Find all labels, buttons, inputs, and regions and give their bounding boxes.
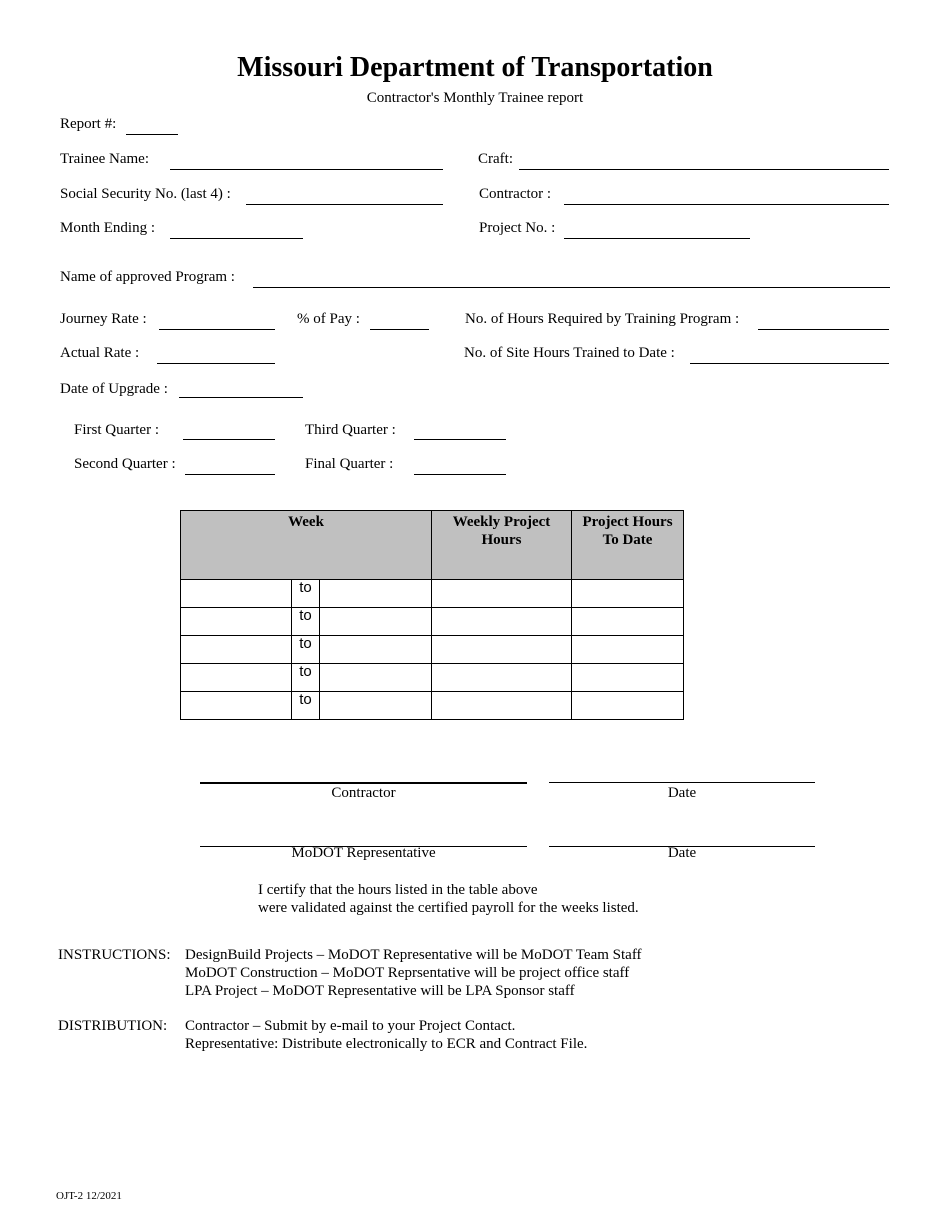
hours-required-field[interactable] xyxy=(758,329,889,330)
instructions-label: INSTRUCTIONS: xyxy=(58,947,171,963)
col-hours-to-date-header xyxy=(572,511,684,580)
certify-line-1: I certify that the hours listed in the table above xyxy=(258,882,538,898)
week-end-cell[interactable] xyxy=(320,608,432,636)
contractor-date-label: Date xyxy=(667,785,697,801)
week-start-cell[interactable] xyxy=(181,692,292,720)
journey-rate-field[interactable] xyxy=(159,329,275,330)
table-row xyxy=(181,580,684,608)
contractor-signature-line[interactable] xyxy=(200,782,527,784)
first-quarter-label: First Quarter : xyxy=(74,422,159,438)
journey-rate-label: Journey Rate : xyxy=(60,311,147,327)
week-to-text: to xyxy=(292,608,320,636)
contractor-date-line[interactable] xyxy=(549,782,815,783)
third-quarter-field[interactable] xyxy=(414,439,506,440)
week-end-cell[interactable] xyxy=(320,580,432,608)
project-no-label: Project No. : xyxy=(479,220,556,236)
table-row xyxy=(181,664,684,692)
week-end-cell[interactable] xyxy=(320,636,432,664)
trainee-name-field[interactable] xyxy=(170,169,443,170)
week-to-text: to xyxy=(292,664,320,692)
page-title: Missouri Department of Transportation xyxy=(237,52,713,83)
project-no-field[interactable] xyxy=(564,238,750,239)
hours-to-date-cell[interactable] xyxy=(572,664,684,692)
table-row xyxy=(181,636,684,664)
weekly-hours-cell[interactable] xyxy=(432,608,572,636)
week-start-cell[interactable] xyxy=(181,664,292,692)
week-start-cell[interactable] xyxy=(181,636,292,664)
table-row xyxy=(181,608,684,636)
report-no-label: Report #: xyxy=(60,116,117,132)
weekly-hours-table xyxy=(180,510,684,720)
contractor-label: Contractor : xyxy=(479,186,552,202)
instructions-line-2: MoDOT Construction – MoDOT Reprsentative will be project office staff xyxy=(185,965,630,981)
instructions-line-1: DesignBuild Projects – MoDOT Representative will be MoDOT Team Staff xyxy=(185,947,642,963)
contractor-field[interactable] xyxy=(564,204,889,205)
first-quarter-field[interactable] xyxy=(183,439,275,440)
month-ending-label: Month Ending : xyxy=(60,220,156,236)
col-weekly-hours-text: Weekly Project Hours xyxy=(452,514,551,548)
week-end-cell[interactable] xyxy=(320,664,432,692)
site-hours-field[interactable] xyxy=(690,363,889,364)
certify-line-2: were validated against the certified payroll for the weeks listed. xyxy=(258,900,639,916)
week-start-cell[interactable] xyxy=(181,608,292,636)
table-header-row xyxy=(181,511,684,580)
pct-pay-label: % of Pay : xyxy=(297,311,360,327)
hours-to-date-cell[interactable] xyxy=(572,636,684,664)
instructions-line-3: LPA Project – MoDOT Representative will be LPA Sponsor staff xyxy=(185,983,575,999)
form-id: OJT-2 12/2021 xyxy=(56,1190,122,1202)
ssn-field[interactable] xyxy=(246,204,443,205)
program-label: Name of approved Program : xyxy=(60,269,235,285)
ssn-label: Social Security No. (last 4) : xyxy=(60,186,231,202)
hours-required-label: No. of Hours Required by Training Program : xyxy=(465,311,740,327)
second-quarter-field[interactable] xyxy=(185,474,275,475)
modot-rep-date-label: Date xyxy=(667,845,697,861)
craft-field[interactable] xyxy=(519,169,889,170)
col-weekly-hours-header xyxy=(432,511,572,580)
distribution-label: DISTRIBUTION: xyxy=(58,1018,168,1034)
upgrade-date-label: Date of Upgrade : xyxy=(60,381,168,397)
week-to-text: to xyxy=(292,636,320,664)
final-quarter-field[interactable] xyxy=(414,474,506,475)
week-start-cell[interactable] xyxy=(181,580,292,608)
col-week-header: Week xyxy=(181,511,432,580)
actual-rate-field[interactable] xyxy=(157,363,275,364)
distribution-line-2: Representative: Distribute electronically to ECR and Contract File. xyxy=(185,1036,588,1052)
upgrade-date-field[interactable] xyxy=(179,397,303,398)
program-field[interactable] xyxy=(253,287,890,288)
hours-to-date-cell[interactable] xyxy=(572,580,684,608)
pct-pay-field[interactable] xyxy=(370,329,429,330)
modot-rep-signature-label: MoDOT Representative xyxy=(291,845,436,861)
hours-to-date-cell[interactable] xyxy=(572,608,684,636)
weekly-hours-cell[interactable] xyxy=(432,636,572,664)
col-hours-to-date-text: Project Hours To Date xyxy=(582,514,673,548)
second-quarter-label: Second Quarter : xyxy=(74,456,176,472)
weekly-hours-cell[interactable] xyxy=(432,664,572,692)
month-ending-field[interactable] xyxy=(170,238,303,239)
final-quarter-label: Final Quarter : xyxy=(305,456,394,472)
week-to-text: to xyxy=(292,580,320,608)
craft-label: Craft: xyxy=(478,151,513,167)
weekly-hours-cell[interactable] xyxy=(432,580,572,608)
page-subtitle: Contractor's Monthly Trainee report xyxy=(366,90,584,106)
week-end-cell[interactable] xyxy=(320,692,432,720)
report-no-field[interactable] xyxy=(126,134,178,135)
site-hours-label: No. of Site Hours Trained to Date : xyxy=(464,345,675,361)
contractor-signature-label: Contractor xyxy=(331,785,396,801)
weekly-hours-cell[interactable] xyxy=(432,692,572,720)
week-to-text: to xyxy=(292,692,320,720)
hours-to-date-cell[interactable] xyxy=(572,692,684,720)
table-row xyxy=(181,692,684,720)
distribution-line-1: Contractor – Submit by e-mail to your Project Contact. xyxy=(185,1018,516,1034)
third-quarter-label: Third Quarter : xyxy=(305,422,396,438)
trainee-name-label: Trainee Name: xyxy=(60,151,150,167)
actual-rate-label: Actual Rate : xyxy=(60,345,140,361)
